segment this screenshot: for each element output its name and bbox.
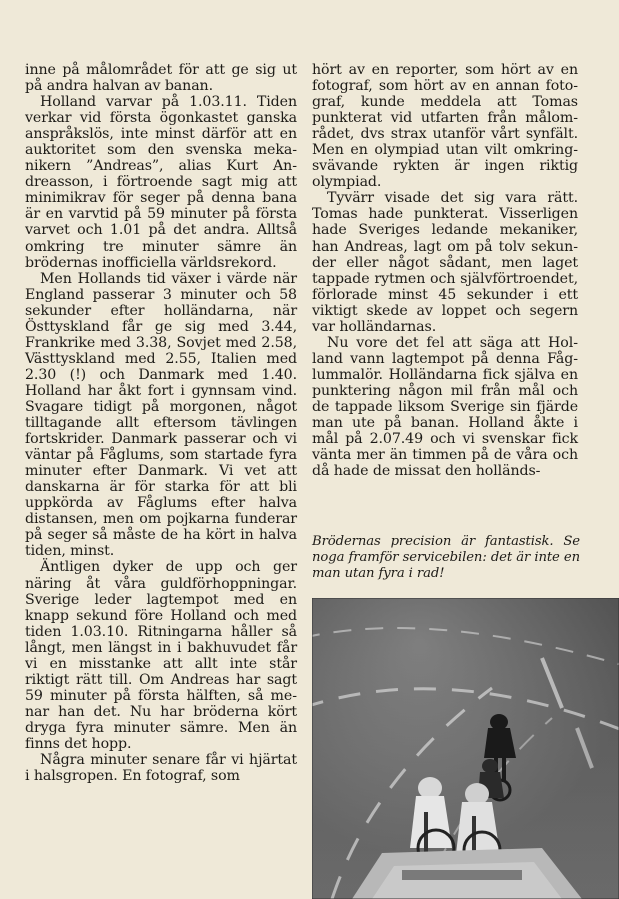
- paragraph: Men Hollands tid växer i värde när England passerar 3 minuter och 58 sekunder efter holländarna, när Östtyskland får ge sig med 3.44, Frankrike med 3.38, Sovjet med 2.58, Västtyskland med 2.55, Italien med 2.30 (!) och Danmark med 1.40. Holland har åkt fort i gynnsam vind. Svagare tidigt på morgonen, något tilltagande allt eftersom tävlingen fortskrider. Danmark passerar och vi väntar på Fåglums, som startade fyra minuter efter Danmark. Vi vet att danskarna är för starka för att bli uppkörda av Fåglums efter halva distansen, men om pojkarna funderar på seger så måste de ha kört in halva tiden, minst.: [25, 270, 297, 560]
- article-column-right: [312, 62, 578, 479]
- paragraph: inne på målområdet för att ge sig ut på andra halvan av banan.: [25, 62, 297, 95]
- paragraph: Nu vore det fel att säga att Holland vann lagtempot på denna Fåglummalör. Holländarna fick själva en punktering någon mil från mål och de tappade liksom Sverige sin fjärde man ute på banan. Holland åkte i mål på 2.07.49 och vi svenskar fick vänta mer än timmen på de våra och då hade de missat den holländs-: [312, 334, 578, 480]
- article-column-left: [25, 62, 297, 784]
- paragraph: hört av en reporter, som hört av en fotograf, som hört av en annan fotograf, kunde meddela att Tomas punkterat vid utfarten från målområdet, dvs strax utanför vårt synfält. Men en olympiad utan vilt omkringsvävande rykten är ingen riktig olympiad.: [312, 62, 578, 191]
- paragraph: Holland varvar på 1.03.11. Tiden verkar vid första ögonkastet ganska anspråkslös, inte minst därför att en auktoritet som den svenska mekanikern ”Andreas”, alias Kurt Andreasson, i förtroende sagt mig att minimikrav för seger på denna bana är en varvtid på 59 minuter på första varvet och 1.01 på det andra. Alltså omkring tre minuter sämre än brödernas inofficiella världsrekord.: [25, 94, 297, 271]
- photo-cyclists-on-road-icon: [312, 598, 619, 899]
- paragraph: Tyvärr visade det sig vara rätt. Tomas hade punkterat. Visserligen hade Sveriges ledande mekaniker, han Andreas, lagt om på tolv sekunder eller något sådant, men laget tappade rytmen och självförtroendet, förlorade minst 45 sekunder i ett viktigt skede av loppet och segern var holländarnas.: [312, 190, 578, 335]
- paragraph: Några minuter senare får vi hjärtat i halsgropen. En fotograf, som: [25, 752, 297, 785]
- photo-caption: Brödernas precision är fantastisk. Se noga framför servicebilen: det är inte en man utan fyra i rad!: [312, 534, 580, 581]
- paragraph: Äntligen dyker de upp och ger näring åt våra guldförhoppningar. Sverige leder lagtempot med en knapp sekund före Holland och med tiden 1.03.10. Ritningarna håller så långt, men längst in i bakhuvudet får vi en misstanke att allt inte står riktigt rätt till. Om Andreas har sagt 59 minuter på första hälften, så menar han det. Nu har bröderna kört dryga fyra minuter sämre. Men än finns det hopp.: [25, 559, 297, 752]
